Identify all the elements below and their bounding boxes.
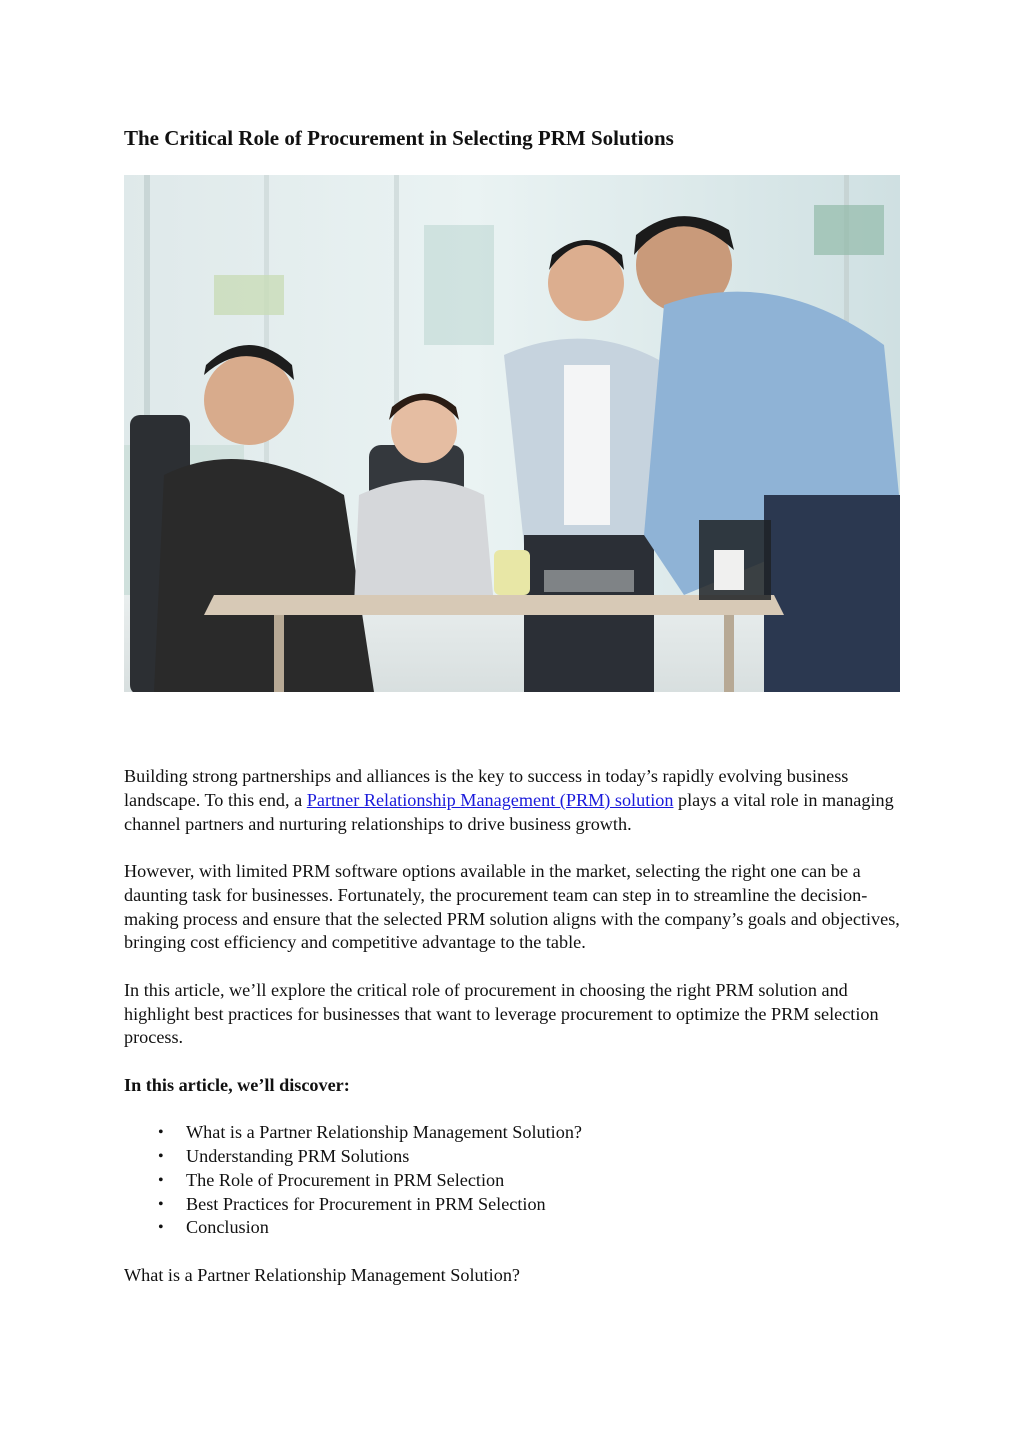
intro-paragraph — [124, 765, 904, 836]
toc-item — [124, 1216, 904, 1240]
discover-heading: In this article, we’ll discover: — [124, 1074, 350, 1095]
intro-text-end: plays a vital role in managing channel partners and nurturing relationships to drive business growth. — [124, 789, 894, 834]
toc-item-label: Best Practices for Procurement in PRM Selection — [186, 1193, 546, 1214]
toc-item — [124, 1145, 904, 1169]
article-body — [124, 765, 904, 1311]
toc-item-label: Conclusion — [186, 1217, 269, 1238]
paragraph-two: However, with limited PRM software options available in the market, selecting the right one can be a daunting task for businesses. Fortunately, the procurement team can step in to streamline the decision-making process and ensure that the selected PRM solution aligns with the company’s goals and objectives, bringing cost efficiency and competitive advantage to the table. — [124, 860, 900, 953]
toc-item — [124, 1121, 904, 1145]
prm-solution-link[interactable]: Partner Relationship Management (PRM) solution — [306, 789, 674, 810]
bullet-icon: • — [158, 1195, 164, 1213]
toc-item-label: What is a Partner Relationship Management Solution? — [186, 1122, 582, 1143]
office-meeting-photo — [124, 175, 900, 692]
toc-item-label: The Role of Procurement in PRM Selection — [186, 1169, 505, 1190]
bullet-icon: • — [158, 1124, 164, 1142]
toc-item-label: Understanding PRM Solutions — [186, 1145, 410, 1166]
bullet-icon: • — [158, 1219, 164, 1237]
section-heading: What is a Partner Relationship Management Solution? — [124, 1264, 520, 1285]
article-title: The Critical Role of Procurement in Selecting PRM Solutions — [124, 126, 674, 150]
bullet-icon: • — [158, 1171, 164, 1189]
toc-item — [124, 1169, 904, 1193]
table-of-contents — [124, 1121, 904, 1240]
toc-item — [124, 1193, 904, 1217]
intro-text-start: Building strong partnerships and alliances is the key to success in today’s rapidly evolving business landscape. To this end, a — [124, 766, 849, 810]
bullet-icon: • — [158, 1147, 164, 1165]
paragraph-three: In this article, we’ll explore the critical role of procurement in choosing the right PRM solution and highlight best practices for businesses that want to leverage procurement to optimize the PRM selection process. — [124, 979, 879, 1048]
